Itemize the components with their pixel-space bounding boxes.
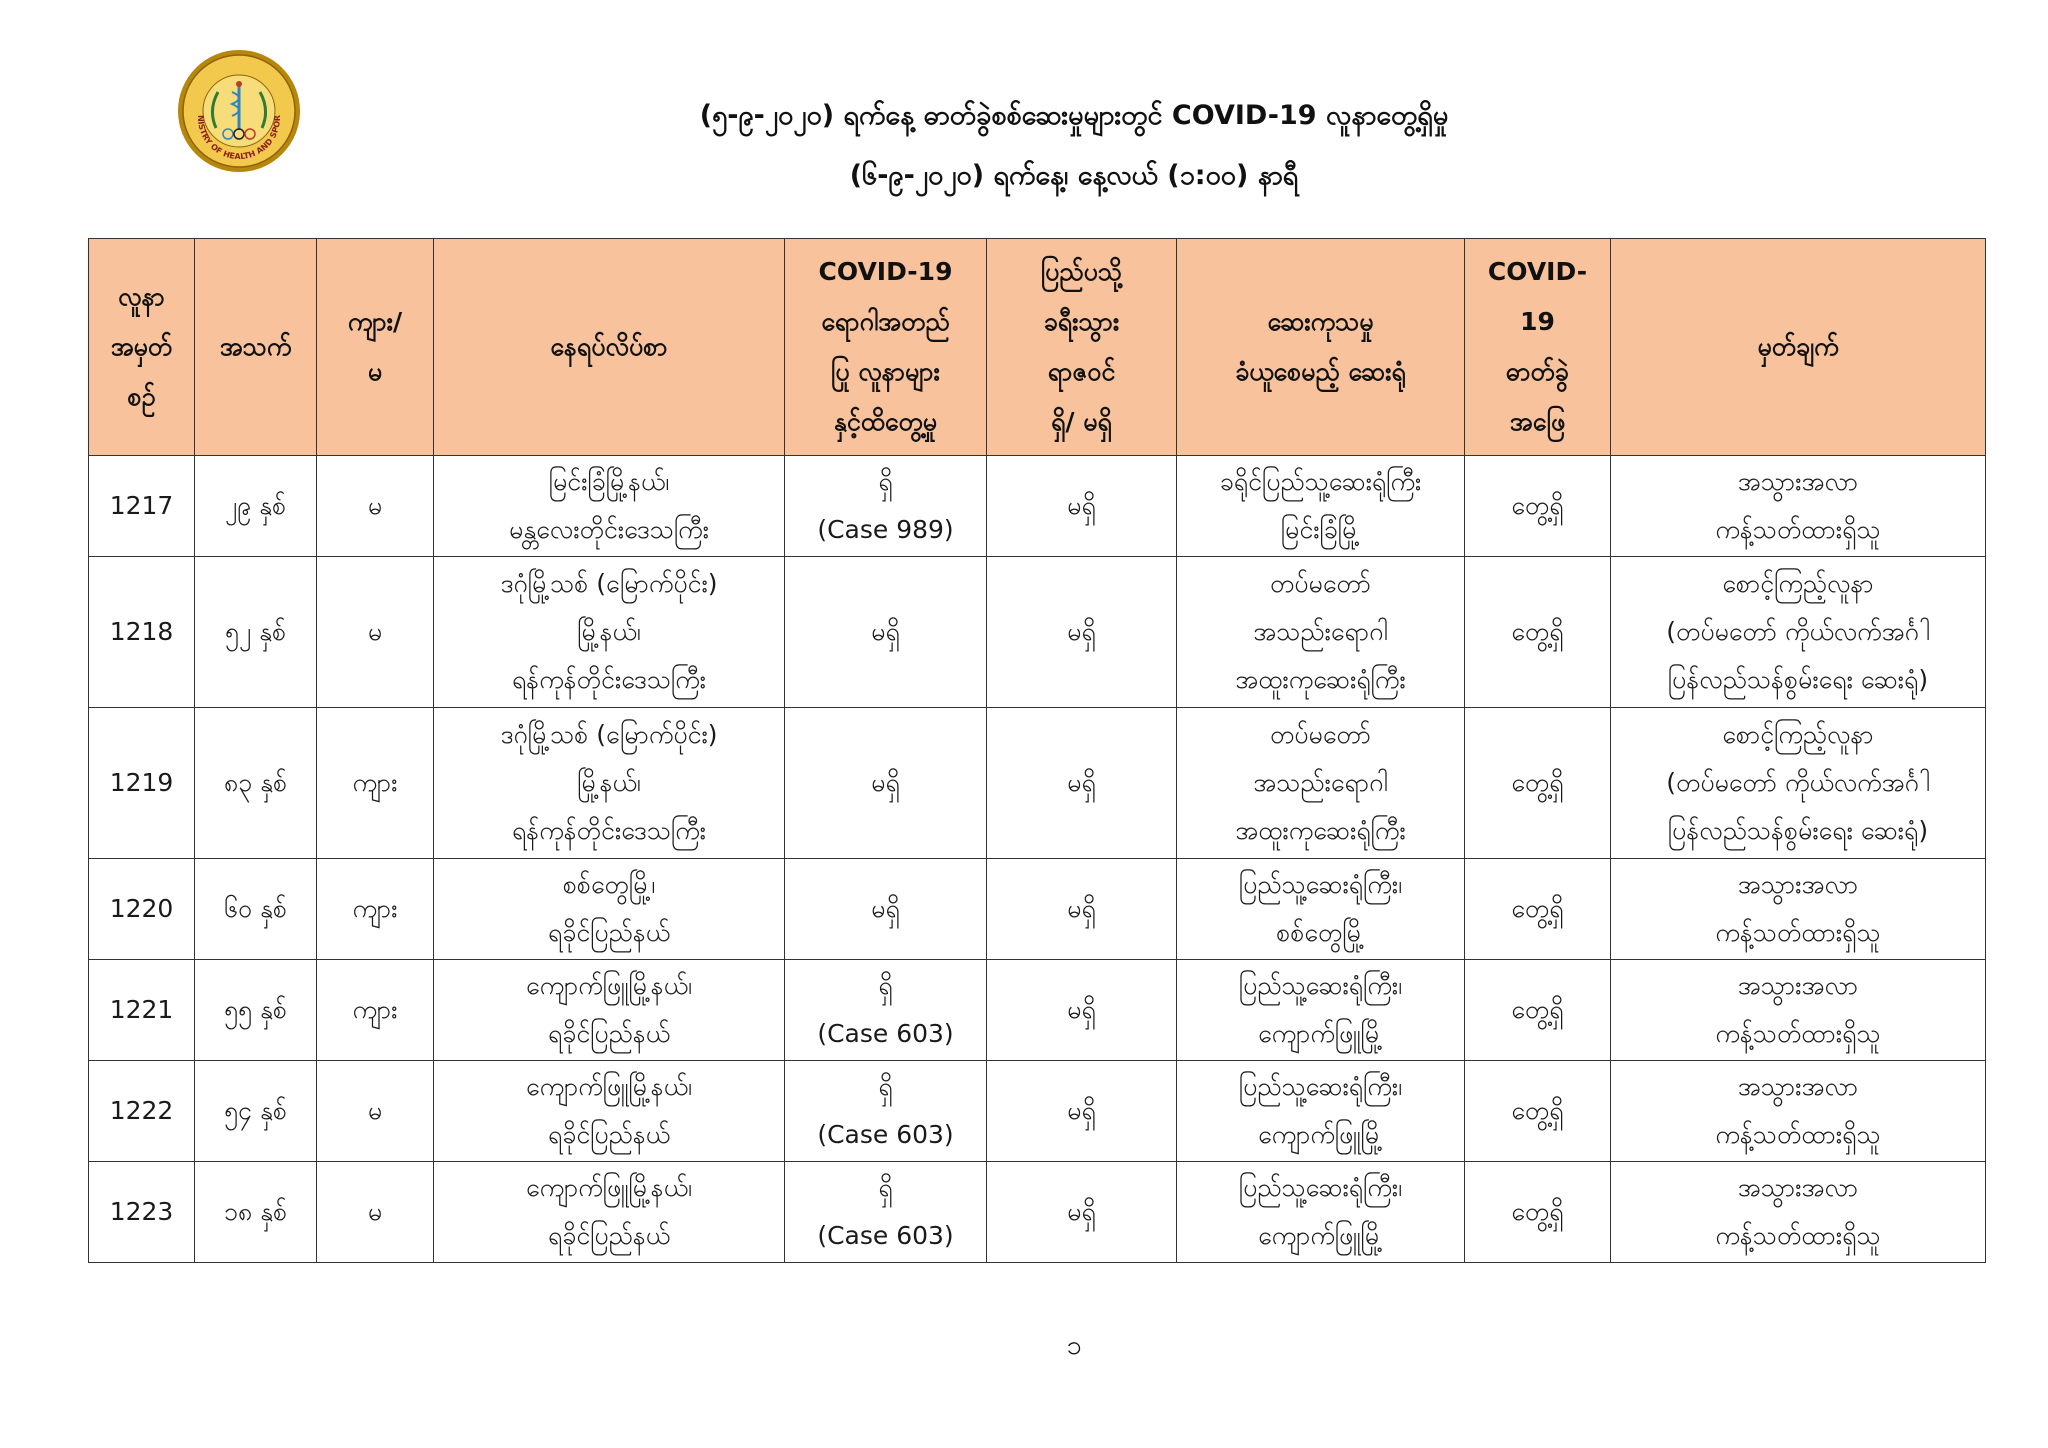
header-text-line: နေရပ်လိပ်စာ (550, 332, 668, 361)
cell-text-line: ကျောက်ဖြူမြို့ (1258, 1120, 1383, 1149)
remarks-cell (1611, 456, 1986, 557)
cell-text-line: အသွားအလာ (1737, 467, 1859, 496)
header-sex (317, 239, 434, 456)
age-cell: ၅၅ နှစ် (195, 960, 317, 1061)
cell-text-line: အသွားအလာ (1737, 870, 1859, 899)
travel-history-cell: မရှိ (987, 557, 1177, 708)
lab-result-cell: တွေ့ရှိ (1465, 708, 1611, 859)
cell-text-line: ကန့်သတ်ထားရှိသူ (1715, 918, 1881, 947)
travel-history-cell: မရှိ (987, 708, 1177, 859)
contact-cell (785, 960, 987, 1061)
hospital-cell (1177, 557, 1465, 708)
travel-history-cell: မရှိ (987, 1061, 1177, 1162)
hospital-cell (1177, 708, 1465, 859)
cell-text-line: (Case 603) (817, 1019, 954, 1048)
header-age (195, 239, 317, 456)
cell-text-line: မြင်းခြံမြို့ (1280, 515, 1361, 544)
cell-text-line: ရှိ (878, 1072, 893, 1101)
cell-text-line: ကျောက်ဖြူမြို့နယ်၊ (526, 1072, 692, 1101)
lab-result-cell: တွေ့ရှိ (1465, 960, 1611, 1061)
header-text-line: လူနာ (118, 282, 165, 311)
cell-text-line: တပ်မတော် (1269, 720, 1372, 749)
cell-text-line: (Case 603) (817, 1120, 954, 1149)
header-text-line: ကျား/ (347, 307, 403, 336)
address-cell (434, 960, 785, 1061)
cell-text-line: မြင်းခြံမြို့နယ်၊ (548, 467, 670, 496)
cell-text-line: မန္တလေးတိုင်းဒေသကြီး (509, 515, 709, 544)
cell-text-line: ပြည်သူ့ဆေးရုံကြီး၊ (1238, 870, 1403, 899)
cell-text-line: ခရိုင်ပြည်သူ့ဆေးရုံကြီး (1219, 467, 1422, 496)
cell-text-line: (Case 989) (817, 515, 954, 544)
header-travel-history (987, 239, 1177, 456)
header-remarks (1611, 239, 1986, 456)
cell-text-line: အသွားအလာ (1737, 1072, 1859, 1101)
table-row (89, 456, 1986, 557)
header-text-line: ရာဇဝင် (1047, 357, 1116, 386)
header-text-line: စဉ် (127, 382, 156, 411)
case-number-cell: 1222 (89, 1061, 195, 1162)
cell-text-line: ရခိုင်ပြည်နယ် (547, 918, 671, 947)
header-text-line: အသက် (219, 332, 292, 361)
sex-cell: မ (317, 1162, 434, 1263)
header-address (434, 239, 785, 456)
header-text-line: ရှိ/ မရှိ (1051, 407, 1112, 436)
header-text-line: အမှတ် (110, 332, 173, 361)
cell-text-line: ကျောက်ဖြူမြို့နယ်၊ (526, 1173, 692, 1202)
age-cell: ၅၂ နှစ် (195, 557, 317, 708)
case-number-cell: 1219 (89, 708, 195, 859)
cell-text-line: စစ်တွေမြို့ (1276, 918, 1365, 947)
sex-cell: မ (317, 456, 434, 557)
table-row (89, 1162, 1986, 1263)
cell-text-line: ကန့်သတ်ထားရှိသူ (1715, 1120, 1881, 1149)
cell-text-line: ပြည်သူ့ဆေးရုံကြီး၊ (1238, 971, 1403, 1000)
contact-cell (785, 1162, 987, 1263)
contact-cell (785, 456, 987, 557)
cell-text-line: တပ်မတော် (1269, 569, 1372, 598)
page-subtitle: (၆-၉-၂၀၂၀) ရက်နေ့၊ နေ့လယ် (၁:၀၀) နာရီ (849, 160, 1299, 191)
header-text-line: COVID- (1487, 257, 1588, 286)
cell-text-line: ရခိုင်ပြည်နယ် (547, 1019, 671, 1048)
remarks-cell (1611, 1162, 1986, 1263)
age-cell: ၈၃ နှစ် (195, 708, 317, 859)
cell-text-line: မရှိ (871, 768, 900, 797)
remarks-cell (1611, 557, 1986, 708)
header-case-number (89, 239, 195, 456)
cell-text-line: ကျောက်ဖြူမြို့ (1258, 1019, 1383, 1048)
logo-text: NISTRY OF HEALTH AND SPOR (195, 115, 283, 162)
sex-cell: ကျား (317, 960, 434, 1061)
page-title: (၅-၉-၂၀၂၀) ရက်နေ့ ဓာတ်ခွဲစစ်ဆေးမှုများတွင် COVID-19 လူနာတွေ့ရှိမှု (699, 100, 1449, 131)
cell-text-line: စစ်တွေမြို့၊ (562, 870, 656, 899)
header-contact (785, 239, 987, 456)
remarks-cell (1611, 708, 1986, 859)
cell-text-line: ပြည်သူ့ဆေးရုံကြီး၊ (1238, 1072, 1403, 1101)
cell-text-line: ကျောက်ဖြူမြို့ (1258, 1221, 1383, 1250)
hospital-cell (1177, 960, 1465, 1061)
cell-text-line: ရှိ (878, 1173, 893, 1202)
remarks-cell (1611, 1061, 1986, 1162)
header-text-line: အဖြေ (1509, 407, 1566, 436)
cell-text-line: ရှိ (878, 467, 893, 496)
header-text-line: ပြု လူနာများ (831, 357, 940, 386)
cell-text-line: ကျောက်ဖြူမြို့နယ်၊ (526, 971, 692, 1000)
cell-text-line: အသွားအလာ (1737, 1173, 1859, 1202)
table-row (89, 1061, 1986, 1162)
hospital-cell (1177, 1162, 1465, 1263)
address-cell (434, 859, 785, 960)
covid-cases-table (88, 238, 1986, 1263)
header-text-line: နှင့်ထိတွေ့မှု (833, 407, 938, 436)
hospital-cell (1177, 1061, 1465, 1162)
remarks-cell (1611, 960, 1986, 1061)
header-text-line: မှတ်ချက် (1757, 332, 1839, 361)
header-text-line: ခရီးသွား (1043, 307, 1120, 336)
cell-text-line: ကန့်သတ်ထားရှိသူ (1715, 515, 1881, 544)
cell-text-line: ပြန်လည်သန်စွမ်းရေး ဆေးရုံ) (1667, 816, 1929, 845)
sex-cell: မ (317, 1061, 434, 1162)
table-row (89, 557, 1986, 708)
contact-cell (785, 557, 987, 708)
cell-text-line: ပြည်သူ့ဆေးရုံကြီး၊ (1238, 1173, 1403, 1202)
hospital-cell (1177, 456, 1465, 557)
cell-text-line: စောင့်ကြည့်လူနာ (1722, 569, 1874, 598)
table-row (89, 859, 1986, 960)
address-cell (434, 456, 785, 557)
cell-text-line: (တပ်မတော် ကိုယ်လက်အင်္ဂါ (1666, 768, 1930, 797)
travel-history-cell: မရှိ (987, 1162, 1177, 1263)
table-header-row (89, 239, 1986, 456)
cell-text-line: အသည်းရောဂါ (1253, 768, 1388, 797)
hospital-cell (1177, 859, 1465, 960)
cell-text-line: ကန့်သတ်ထားရှိသူ (1715, 1221, 1881, 1250)
cell-text-line: မရှိ (871, 617, 900, 646)
address-cell (434, 1061, 785, 1162)
cell-text-line: ရန်ကုန်တိုင်းဒေသကြီး (511, 665, 707, 694)
cell-text-line: (Case 603) (817, 1221, 954, 1250)
case-number-cell: 1217 (89, 456, 195, 557)
address-cell (434, 708, 785, 859)
cell-text-line: ပြန်လည်သန်စွမ်းရေး ဆေးရုံ) (1667, 665, 1929, 694)
cell-text-line: ဒဂုံမြို့သစ် (မြောက်ပိုင်း) (500, 569, 718, 598)
cell-text-line: စောင့်ကြည့်လူနာ (1722, 720, 1874, 749)
contact-cell (785, 708, 987, 859)
lab-result-cell: တွေ့ရှိ (1465, 1061, 1611, 1162)
case-number-cell: 1220 (89, 859, 195, 960)
header-text-line: ခံယူစေမည့် ဆေးရုံ (1235, 357, 1406, 386)
cell-text-line: မြို့နယ်၊ (577, 768, 641, 797)
remarks-cell (1611, 859, 1986, 960)
age-cell: ၂၉ နှစ် (195, 456, 317, 557)
header-text-line: ရောဂါအတည် (821, 307, 950, 336)
cell-text-line: ရခိုင်ပြည်နယ် (547, 1120, 671, 1149)
cell-text-line: အထူးကုဆေးရုံကြီး (1235, 816, 1406, 845)
sex-cell: မ (317, 557, 434, 708)
address-cell (434, 557, 785, 708)
travel-history-cell: မရှိ (987, 456, 1177, 557)
header-text-line: မ (367, 357, 383, 386)
travel-history-cell: မရှိ (987, 859, 1177, 960)
contact-cell (785, 859, 987, 960)
sex-cell: ကျား (317, 859, 434, 960)
cell-text-line: အသွားအလာ (1737, 971, 1859, 1000)
cell-text-line: မရှိ (871, 894, 900, 923)
header-text-line: COVID-19 (818, 257, 953, 286)
case-number-cell: 1223 (89, 1162, 195, 1263)
age-cell: ၅၄ နှစ် (195, 1061, 317, 1162)
cell-text-line: ရခိုင်ပြည်နယ် (547, 1221, 671, 1250)
page-number: ၁ (1066, 1330, 1082, 1361)
age-cell: ၁၈ နှစ် (195, 1162, 317, 1263)
cell-text-line: (တပ်မတော် ကိုယ်လက်အင်္ဂါ (1666, 617, 1930, 646)
table-row (89, 708, 1986, 859)
case-number-cell: 1221 (89, 960, 195, 1061)
table-row (89, 960, 1986, 1061)
header-hospital (1177, 239, 1465, 456)
sex-cell: ကျား (317, 708, 434, 859)
lab-result-cell: တွေ့ရှိ (1465, 456, 1611, 557)
age-cell: ၆၀ နှစ် (195, 859, 317, 960)
travel-history-cell: မရှိ (987, 960, 1177, 1061)
case-number-cell: 1218 (89, 557, 195, 708)
cell-text-line: အထူးကုဆေးရုံကြီး (1235, 665, 1406, 694)
header-text-line: 19 (1520, 307, 1555, 336)
cell-text-line: ကန့်သတ်ထားရှိသူ (1715, 1019, 1881, 1048)
header-text-line: ဆေးကုသမှု (1267, 307, 1374, 336)
header-text-line: ပြည်ပသို့ (1040, 257, 1123, 286)
cell-text-line: ဒဂုံမြို့သစ် (မြောက်ပိုင်း) (500, 720, 718, 749)
header-text-line: ဓာတ်ခွဲ (1506, 357, 1569, 386)
lab-result-cell: တွေ့ရှိ (1465, 859, 1611, 960)
address-cell (434, 1162, 785, 1263)
lab-result-cell: တွေ့ရှိ (1465, 1162, 1611, 1263)
cell-text-line: ရှိ (878, 971, 893, 1000)
cell-text-line: မြို့နယ်၊ (577, 617, 641, 646)
contact-cell (785, 1061, 987, 1162)
cell-text-line: ရန်ကုန်တိုင်းဒေသကြီး (511, 816, 707, 845)
header-lab-result (1465, 239, 1611, 456)
cell-text-line: အသည်းရောဂါ (1253, 617, 1388, 646)
lab-result-cell: တွေ့ရှိ (1465, 557, 1611, 708)
